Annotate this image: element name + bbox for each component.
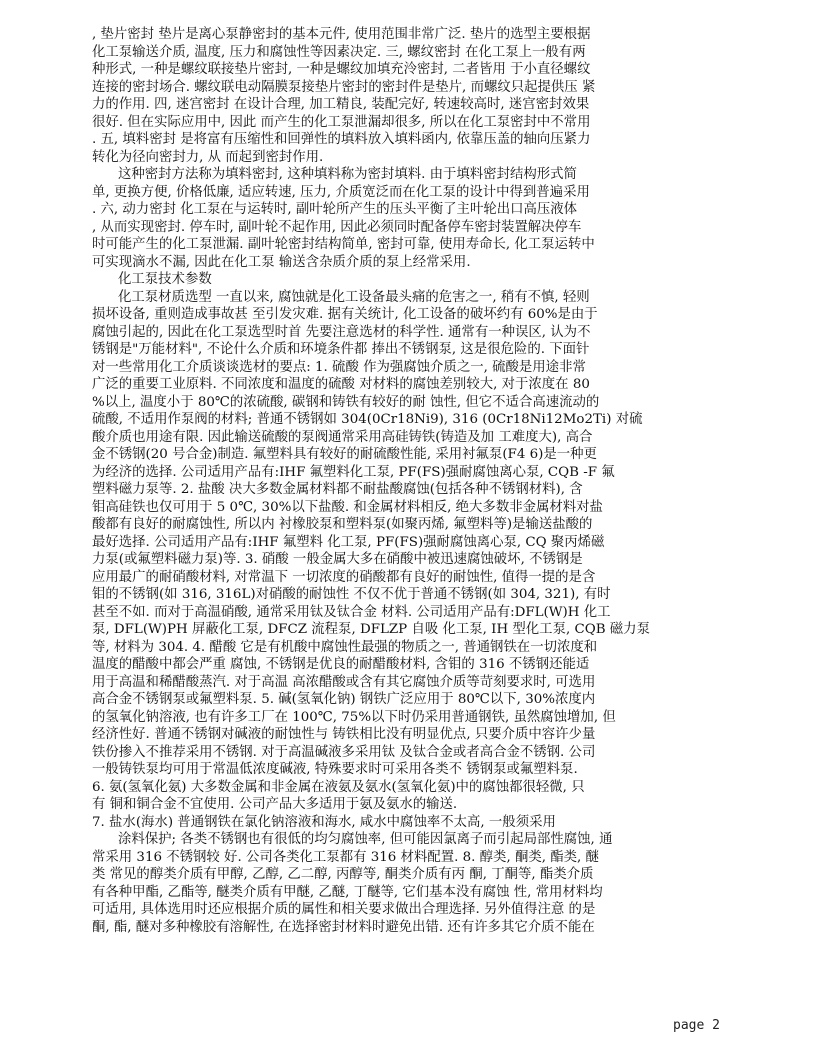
text-line: 力的作用. 四, 迷宫密封 在设计合理, 加工精良, 装配完好, 转速较高时, 迷宫密封效果	[92, 97, 590, 112]
text-line: 化工泵材质选型 一直以来, 腐蚀就是化工设备最头痛的危害之一, 稍有不慎, 轻则	[118, 289, 590, 305]
text-line: 这种密封方法称为填料密封, 这种填料称为密封填料. 由于填料密封结构形式简	[118, 167, 577, 182]
text-line: 硫酸, 不适用作泵阀的材料; 普通不锈钢如 304(0Cr18Ni9), 316 (0Cr18Ni12Mo2Ti) 对硫	[92, 412, 643, 427]
text-line: 甚至不如. 而对于高温硝酸, 通常采用钛及钛合金 材料. 公司适用产品有:DFL(W)H 化工	[92, 604, 611, 620]
text-line: 连接的密封场合. 螺纹联电动隔膜泵接垫片密封的密封件是垫片, 而螺纹只起提供压 紧	[92, 79, 596, 95]
text-line: 酮, 酯, 醚对多种橡胶有溶解性, 在选择密封材料时避免出错. 还有许多其它介质不能在	[92, 919, 595, 935]
text-line: 用于高温和稀醋酸蒸汽. 对于高温 高浓醋酸或含有其它腐蚀介质等苛刻要求时, 可选用	[92, 674, 596, 690]
page-body	[92, 26, 722, 954]
text-line: 酸介质也用途有限. 因此输送硫酸的泵阀通常采用高硅铸铁(铸造及加 工难度大), 高合	[92, 429, 593, 445]
text-line: 单, 更换方便, 价格低廉, 适应转速, 压力, 介质宽泛而在化工泵的设计中得到普遍采用	[92, 184, 590, 200]
text-line: 种形式, 一种是螺纹联接垫片密封, 一种是螺纹加填充泠密封, 二者皆用 于小直径螺纹	[92, 62, 591, 77]
text-line: 可适用, 具体选用时还应根据介质的属性和相关要求做出合理选择. 另外值得注意 的是	[92, 902, 596, 917]
text-line: 有各种甲酯, 乙酯等, 醚类介质有甲醚, 乙醚, 丁醚等, 它们基本没有腐蚀 性, 常用材料均	[92, 884, 603, 900]
text-line: 最好选择. 公司适用产品有:IHF 氟塑料 化工泵, PF(FS)强耐腐蚀离心泵, CQ 聚丙烯磁	[92, 534, 605, 550]
text-line: 时可能产生的化工泵泄漏. 副叶轮密封结构简单, 密封可靠, 使用寿命长, 化工泵运转中	[92, 237, 595, 252]
text-line: 铁份掺入不推荐采用不锈钢. 对于高温碱液多采用钛 及钛合金或者高合金不锈钢. 公司	[92, 744, 596, 760]
text-line: 钼高硅铁也仅可用于 5 0℃, 30%以下盐酸. 和金属材料相反, 绝大多数非金属材料对盐	[92, 499, 603, 515]
text-line: 温度的醋酸中都会严重 腐蚀, 不锈钢是优良的耐醋酸材料, 含钼的 316 不锈钢还能适	[92, 657, 590, 672]
text-line: 塑料磁力泵等. 2. 盐酸 决大多数金属材料都不耐盐酸腐蚀(包括各种不锈钢材料), 含	[92, 482, 583, 497]
text-line: 应用最广的耐硝酸材料, 对常温下 一切浓度的硝酸都有良好的耐蚀性, 值得一提的是含	[92, 569, 596, 585]
text-line	[92, 936, 722, 954]
text-line: 的氢氧化钠溶液, 也有许多工厂在 100℃, 75%以下时仍采用普通钢铁, 虽然腐蚀增加, 但	[92, 709, 616, 725]
text-line: 可实现滴水不漏, 因此在化工泵 输送含杂质介质的泵上经常采用.	[92, 254, 471, 270]
text-line: 广泛的重要工业原料. 不同浓度和温度的硫酸 对材料的腐蚀差别较大, 对于浓度在 80	[92, 377, 590, 392]
text-line: 酸都有良好的耐腐蚀性, 所以内 衬橡胶泵和塑料泵(如聚丙烯, 氟塑料等)是输送盐酸的	[92, 517, 593, 532]
text-line: 金不锈钢(20 号合金)制造. 氟塑料具有较好的耐硫酸性能, 采用衬氟泵(F4 6)是一种更	[92, 447, 597, 462]
text-line: . 五, 填料密封 是将富有压缩性和回弹性的填料放入填料函内, 依靠压盖的轴向压紧力	[92, 132, 591, 147]
text-line: 等, 材料为 304. 4. 醋酸 它是有机酸中腐蚀性最强的物质之一, 普通钢铁在一切浓度和	[92, 639, 598, 655]
text-line: 转化为径向密封力, 从 而起到密封作用.	[92, 149, 324, 165]
text-line: 经济性好. 普通不锈钢对碱液的耐蚀性与 铸铁相比没有明显优点, 只要介质中容许少量	[92, 727, 596, 742]
text-line: 6. 氨(氢氧化氨) 大多数金属和非金属在液氨及氨水(氢氧化氨)中的腐蚀都很轻微, 只	[92, 779, 585, 795]
page-number: page 2	[673, 1018, 720, 1033]
text-line: 腐蚀引起的, 因此在化工泵选型时首 先要注意选材的科学性. 通常有一种误区, 认为不	[92, 324, 591, 340]
text-line: 化工泵输送介质, 温度, 压力和腐蚀性等因素决定. 三, 螺纹密封 在化工泵上一般有两	[92, 44, 586, 60]
text-line: 损坏设备, 重则造成事故甚 至引发灾难. 据有关统计, 化工设备的破坏约有 60%是由于	[92, 307, 598, 322]
text-line: 泵, DFL(W)PH 屏蔽化工泵, DFCZ 流程泵, DFLZP 自吸 化工泵, IH 型化工泵, CQB 磁力泵	[92, 622, 650, 637]
text-line: 钼的不锈钢(如 316, 316L)对硝酸的耐蚀性 不仅不优于普通不锈钢(如 304, 321), 有时	[92, 587, 611, 602]
text-line: 类 常见的醇类介质有甲醇, 乙醇, 乙二醇, 丙醇等, 酮类介质有丙 酮, 丁酮等, 酯类介质	[92, 867, 594, 882]
text-line: 7. 盐水(海水) 普通钢铁在氯化钠溶液和海水, 咸水中腐蚀率不太高, 一般须采用	[92, 814, 556, 830]
text-line: , 垫片密封 垫片是离心泵静密封的基本元件, 使用范围非常广泛. 垫片的选型主要根据	[92, 27, 591, 42]
text-line: %以上, 温度小于 80℃的浓硫酸, 碳钢和铸铁有较好的耐 蚀性, 但它不适合高速流动的	[92, 394, 600, 410]
text-line: 有 铜和铜合金不宜使用. 公司产品大多适用于氨及氨水的输送.	[92, 797, 458, 812]
text-line: 对一些常用化工介质谈谈选材的要点: 1. 硫酸 作为强腐蚀介质之一, 硫酸是用途非常	[92, 359, 586, 375]
text-line: 高合金不锈钢泵或氟塑料泵. 5. 碱(氢氧化钠) 钢铁广泛应用于 80℃以下, 30%浓度内	[92, 692, 596, 707]
text-line: . 六, 动力密封 化工泵在与运转时, 副叶轮所产生的压头平衡了主叶轮出口高压液体	[92, 202, 578, 217]
text-line: 涂料保护; 各类不锈钢也有很低的均匀腐蚀率, 但可能因氯离子而引起局部性腐蚀, 通	[118, 832, 613, 847]
text-line: 为经济的选择. 公司适用产品有:IHF 氟塑料化工泵, PF(FS)强耐腐蚀离心泵, CQB -F 氟	[92, 464, 615, 480]
section-heading: 化工泵技术参数	[118, 272, 212, 287]
text-line: , 从而实现密封. 停车时, 副叶轮不起作用, 因此必须同时配备停车密封装置解决停车	[92, 219, 582, 235]
text-line: 很好. 但在实际应用中, 因此 而产生的化工泵泄漏却很多, 所以在化工泵密封中不常用	[92, 114, 591, 130]
text-line: 锈钢是"万能材料", 不论什么介质和环境条件都 捧出不锈钢泵, 这是很危险的. 下面针	[92, 342, 590, 357]
text-line: 力泵(或氟塑料磁力泵)等. 3. 硝酸 一般金属大多在硝酸中被迅速腐蚀破坏, 不锈钢是	[92, 552, 583, 567]
text-line: 一般铸铁泵均可用于常温低浓度碱液, 特殊要求时可采用各类不 锈钢泵或氟塑料泵.	[92, 762, 578, 777]
text-line: 常采用 316 不锈钢较 好. 公司各类化工泵都有 316 材料配置. 8. 醇类, 酮类, 酯类, 醚	[92, 849, 599, 865]
